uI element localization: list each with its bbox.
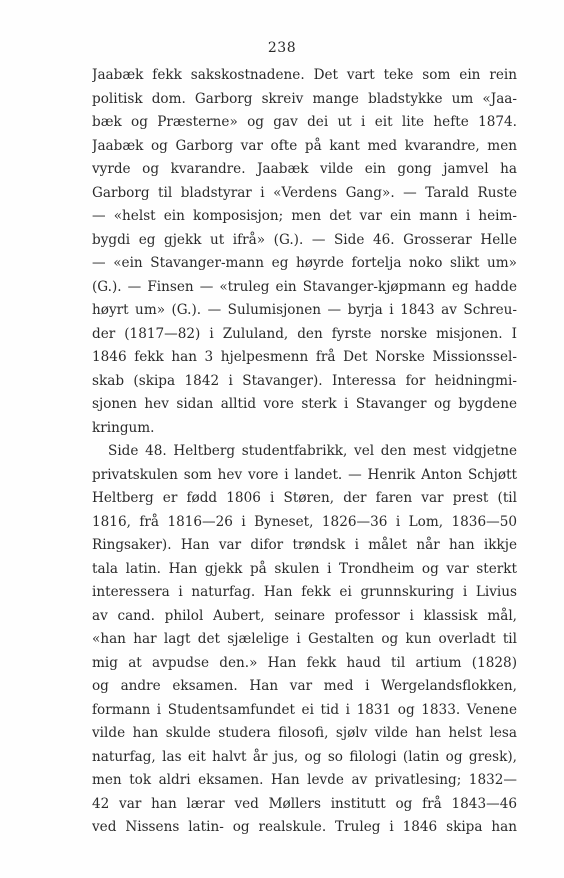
body-text — [92, 64, 517, 840]
text-line: «han har lagt det sjælelige i Gestalten og kun overladt til — [92, 631, 517, 647]
text-line: naturfag, las eit halvt år jus, og so filologi (latin og gresk), — [92, 748, 517, 765]
text-line: sjonen hev sidan alltid vore sterk i Stavanger og bygdene — [92, 396, 517, 412]
text-line: Ringsaker). Han var difor trøndsk i målet når han ikkje — [92, 537, 517, 553]
text-line: 1816, frå 1816—26 i Byneset, 1826—36 i Lom, 1836—50 — [92, 513, 517, 530]
text-line: Heltberg er fødd 1806 i Støren, der faren var prest (til — [92, 490, 517, 506]
page-number: 238 — [267, 40, 297, 56]
text-line: av cand. philol Aubert, seinare professor i klassisk mål, — [92, 607, 517, 624]
text-line: ved Nissens latin- og realskule. Truleg i 1846 skipa han — [92, 819, 517, 835]
text-line: Jaabæk fekk sakskostnadene. Det vart teke som ein rein — [92, 67, 517, 83]
text-line: interessera i naturfag. Han fekk ei grunnskuring i Livius — [92, 584, 517, 600]
text-line: men tok aldri eksamen. Han levde av privatlesing; 1832— — [92, 772, 517, 788]
text-line: (G.). — Finsen — «truleg ein Stavanger-kjøpmann eg hadde — [92, 278, 517, 295]
text-line: politisk dom. Garborg skreiv mange bladstykke um «Jaa- — [92, 90, 517, 107]
text-line: der (1817—82) i Zululand, den fyrste norske misjonen. I — [92, 325, 517, 342]
text-line: bygdi eg gjekk ut ifrå» (G.). — Side 46. Grosserar Helle — [92, 231, 517, 248]
text-line: 1846 fekk han 3 hjelpesmenn frå Det Norske Missionssel- — [92, 349, 517, 365]
text-line: bæk og Præsterne» og gav dei ut i eit lite hefte 1874. — [92, 114, 517, 130]
text-line: vilde han skulde studera filosofi, sjølv vilde han helst lesa — [92, 725, 517, 741]
text-line: høyrt um» (G.). — Sulumisjonen — byrja i 1843 av Schreu- — [92, 302, 517, 318]
text-line: — «ein Stavanger-mann eg høyrde fortelja noko slikt um» — [92, 255, 517, 271]
text-line: tala latin. Han gjekk på skulen i Trondheim og var sterkt — [92, 560, 517, 577]
text-line: og andre eksamen. Han var med i Wergelandsflokken, — [92, 678, 517, 694]
text-line: mig at avpudse den.» Han fekk haud til artium (1828) — [92, 654, 517, 671]
text-line: Garborg til bladstyrar i «Verdens Gang». — Tarald Ruste — [92, 184, 517, 201]
text-line: vyrde og kvarandre. Jaabæk vilde ein gong jamvel ha — [92, 161, 517, 177]
text-line: skab (skipa 1842 i Stavanger). Interessa for heidningmi- — [92, 372, 517, 389]
text-line: — «helst ein komposisjon; men det var ein mann i heim- — [92, 208, 517, 224]
text-line: formann i Studentsamfundet ei tid i 1831 og 1833. Venene — [92, 701, 517, 718]
text-line: Side 48. Heltberg studentfabrikk, vel den mest vidgjetne — [108, 443, 517, 459]
text-line: Jaabæk og Garborg var ofte på kant med kvarandre, men — [92, 137, 517, 154]
text-line: kringum. — [92, 419, 155, 436]
text-line: 42 var han lærar ved Møllers institutt og frå 1843—46 — [92, 795, 517, 812]
text-line: privatskulen som hev vore i landet. — Henrik Anton Schjøtt — [92, 466, 517, 483]
